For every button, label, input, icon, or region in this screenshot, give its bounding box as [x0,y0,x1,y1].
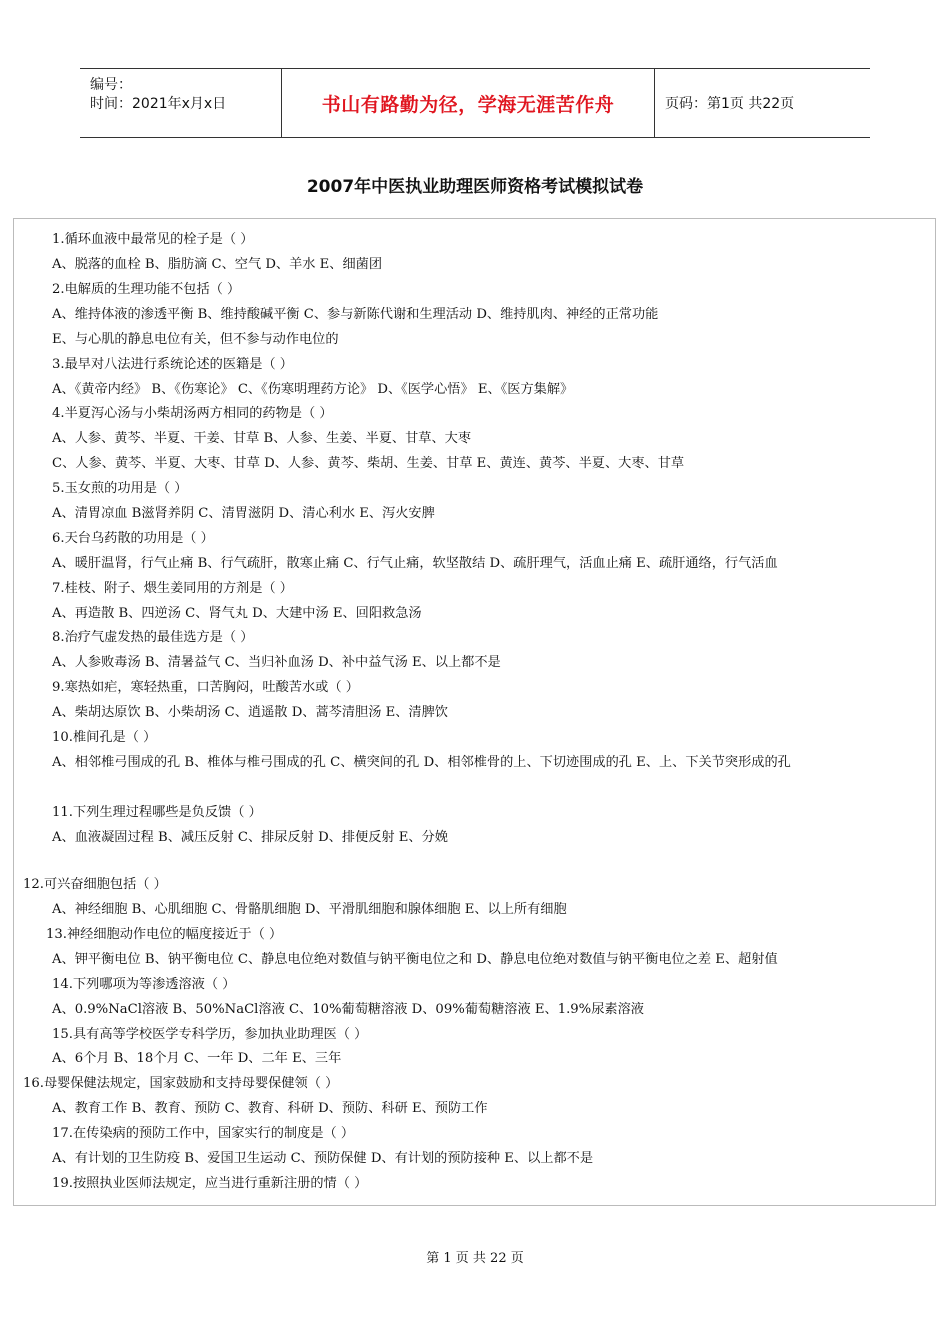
options-line: C、人参、黄芩、半夏、大枣、甘草 D、人参、黄芩、柴胡、生姜、甘草 E、黄连、黄芩、半夏、大枣、甘草 [52,456,685,471]
question-line: 9.寒热如疟，寒轻热重，口苦胸闷，吐酸苦水或（ ） [52,680,359,695]
header-motto-cell [282,69,655,137]
options-line: A、钾平衡电位 B、钠平衡电位 C、静息电位绝对数值与钠平衡电位之和 D、静息电位绝对数值与钠平衡电位之差 E、超射值 [52,952,778,967]
options-line: A、人参、黄芩、半夏、干姜、甘草 B、人参、生姜、半夏、甘草、大枣 [52,431,472,446]
options-line: A、血液凝固过程 B、减压反射 C、排尿反射 D、排便反射 E、分娩 [52,830,448,845]
question-line: 14.下列哪项为等渗透溶液（ ） [52,977,236,992]
question-line: 19.按照执业医师法规定，应当进行重新注册的情（ ） [52,1176,368,1191]
question-line: 10.椎间孔是（ ） [52,730,157,745]
options-line: A、有计划的卫生防疫 B、爱国卫生运动 C、预防保健 D、有计划的预防接种 E、以上都不是 [52,1151,594,1166]
question-line: 11.下列生理过程哪些是负反馈（ ） [52,805,262,820]
options-line: A、神经细胞 B、心肌细胞 C、骨骼肌细胞 D、平滑肌细胞和腺体细胞 E、以上所有细胞 [52,902,567,917]
question-line: 5.玉女煎的功用是（ ） [52,481,188,496]
number-label: 编号： [90,77,132,93]
question-line: 7.桂枝、附子、煨生姜同用的方剂是（ ） [52,581,293,596]
question-line: 2.电解质的生理功能不包括（ ） [52,282,241,297]
document-title: 2007年中医执业助理医师资格考试模拟试卷 [306,177,644,197]
header-page-cell [655,69,870,137]
page-info: 页码：第1页 共22页 [665,96,795,112]
options-line: A、教育工作 B、教育、预防 C、教育、科研 D、预防、科研 E、预防工作 [52,1101,488,1116]
motto-text: 书山有路勤为径，学海无涯苦作舟 [321,93,615,116]
options-line: A、脱落的血栓 B、脂肪滴 C、空气 D、羊水 E、细菌团 [52,257,383,272]
question-line: 15.具有高等学校医学专科学历，参加执业助理医（ ） [52,1027,368,1042]
question-line: 12.可兴奋细胞包括（ ） [23,877,167,892]
question-line: 16.母婴保健法规定，国家鼓励和支持母婴保健领（ ） [23,1076,339,1091]
question-line: 4.半夏泻心汤与小柴胡汤两方相同的药物是（ ） [52,406,333,421]
options-line: A、相邻椎弓围成的孔 B、椎体与椎弓围成的孔 C、横突间的孔 D、相邻椎骨的上、下切迹围成的孔 E、上、下关节突形成的孔 [52,755,791,770]
options-line: A、暖肝温肾，行气止痛 B、行气疏肝，散寒止痛 C、行气止痛，软坚散结 D、疏肝理气，活血止痛 E、疏肝通络，行气活血 [52,556,778,571]
question-line: 3.最早对八法进行系统论述的医籍是（ ） [52,357,293,372]
question-line: 6.天台乌药散的功用是（ ） [52,531,214,546]
options-line: A、清胃凉血 B滋肾养阴 C、清胃滋阴 D、清心利水 E、泻火安脾 [52,506,435,521]
page-footer: 第 1 页 共 22 页 [426,1251,524,1266]
options-line: E、与心肌的静息电位有关，但不参与动作电位的 [52,332,339,347]
header-meta-cell [80,69,282,137]
options-line: A、《黄帝内经》 B、《伤寒论》 C、《伤寒明理药方论》 D、《医学心悟》 E、《医方集解》 [52,382,574,397]
question-line: 17.在传染病的预防工作中，国家实行的制度是（ ） [52,1126,355,1141]
options-line: A、维持体液的渗透平衡 B、维持酸碱平衡 C、参与新陈代谢和生理活动 D、维持肌肉、神经的正常功能 [52,307,659,322]
question-line: 1.循环血液中最常见的栓子是（ ） [52,232,254,247]
options-line: A、柴胡达原饮 B、小柴胡汤 C、逍遥散 D、蒿芩清胆汤 E、清脾饮 [52,705,448,720]
time-label: 时间：2021年x月x日 [90,96,227,112]
question-line: 8.治疗气虚发热的最佳选方是（ ） [52,630,254,645]
options-line: A、再造散 B、四逆汤 C、肾气丸 D、大建中汤 E、回阳救急汤 [52,606,422,621]
options-line: A、6个月 B、18个月 C、一年 D、二年 E、三年 [52,1051,342,1066]
question-line: 13.神经细胞动作电位的幅度接近于（ ） [46,927,283,942]
options-line: A、0.9%NaCl溶液 B、50%NaCl溶液 C、10%葡萄糖溶液 D、09%葡萄糖溶液 E、1.9%尿素溶液 [52,1002,644,1017]
options-line: A、人参败毒汤 B、清暑益气 C、当归补血汤 D、补中益气汤 E、以上都不是 [52,655,501,670]
document-header [80,68,870,138]
